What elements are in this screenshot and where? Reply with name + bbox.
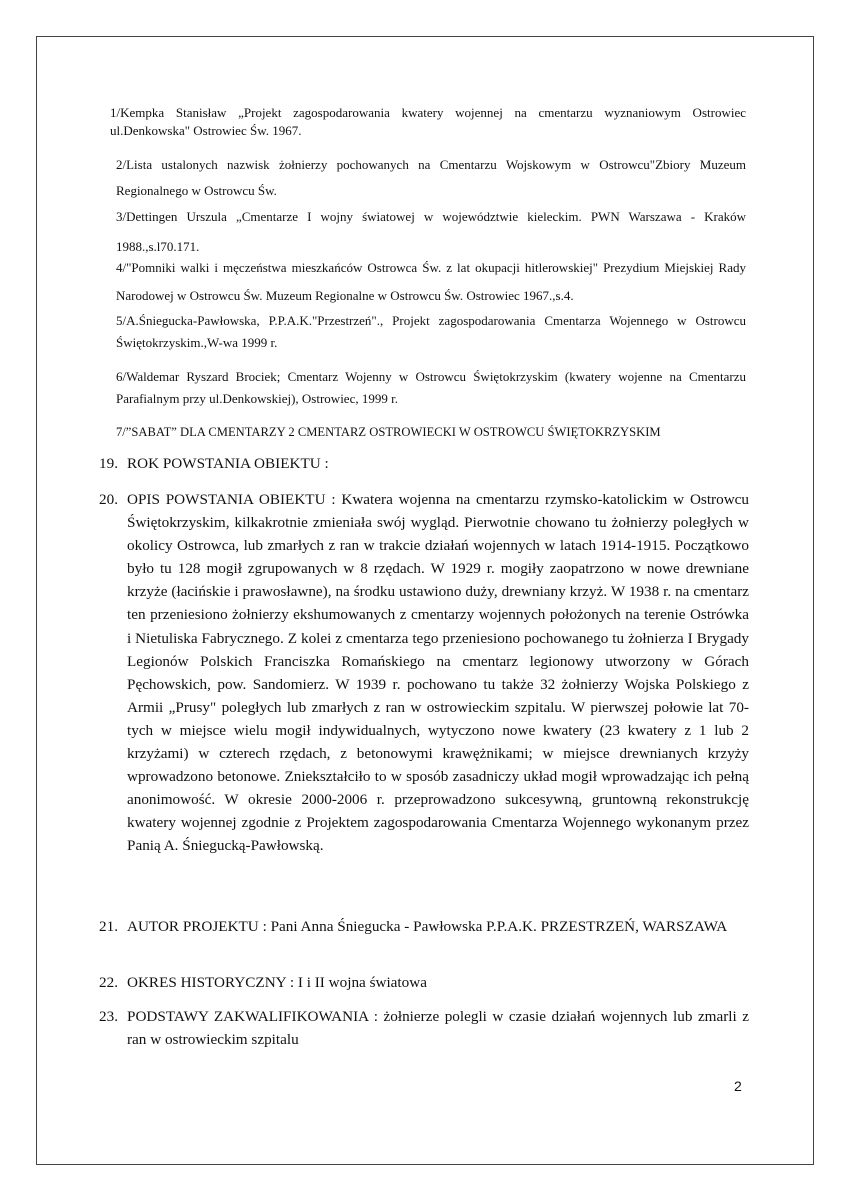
section-item	[99, 971, 749, 994]
section-text: PODSTAWY ZAKWALIFIKOWANIA : żołnierze polegli w czasie działań wojennych lub zmarli z ran w ostrowieckim szpitalu	[127, 1008, 749, 1048]
section-text: AUTOR PROJEKTU : Pani Anna Śniegucka - Pawłowska P.P.A.K. PRZESTRZEŃ, WARSZAWA	[127, 918, 728, 935]
section-number: 22.	[99, 974, 118, 991]
reference-item: 6/Waldemar Ryszard Brociek; Cmentarz Wojenny w Ostrowcu Świętokrzyskim (kwatery wojenne na Cmentarzu Parafialnym przy ul.Denkowskiej), Ostrowiec, 1999 r.	[116, 369, 746, 406]
reference-item: 4/"Pomniki walki i męczeństwa mieszkańców Ostrowca Św. z lat okupacji hitlerowskiej" Prezydium Miejskiej Rady Narodowej w Ostrowcu Św. Muzeum Regionalne w Ostrowcu Św. Ostrowiec 1967.,s.4.	[116, 260, 746, 303]
reference-item: 1/Kempka Stanisław „Projekt zagospodarowania kwatery wojennej na cmentarzu wyznaniowym Ostrowiec ul.Denkowska" Ostrowiec Św. 1967.	[110, 105, 746, 138]
section-number: 20.	[99, 491, 118, 508]
section-text: ROK POWSTANIA OBIEKTU :	[127, 455, 329, 472]
section-item	[99, 488, 749, 858]
reference-item: 3/Dettingen Urszula „Cmentarze I wojny światowej w województwie kieleckim. PWN Warszawa - Kraków 1988.,s.l70.171.	[116, 209, 746, 254]
section-number: 21.	[99, 918, 118, 935]
page-number: 2	[734, 1078, 742, 1094]
section-number: 23.	[99, 1008, 118, 1025]
reference-item: 7/”SABAT” DLA CMENTARZY 2 CMENTARZ OSTROWIECKI W OSTROWCU ŚWIĘTOKRZYSKIM	[116, 425, 661, 439]
section-text: OKRES HISTORYCZNY : I i II wojna światowa	[127, 974, 427, 991]
reference-item: 2/Lista ustalonych nazwisk żołnierzy pochowanych na Cmentarzu Wojskowym w Ostrowcu"Zbiory Muzeum Regionalnego w Ostrowcu Św.	[116, 157, 746, 198]
section-text: OPIS POWSTANIA OBIEKTU : Kwatera wojenna na cmentarzu rzymsko-katolickim w Ostrowcu Świętokrzyskim, kilkakrotnie zmieniała swój wygląd. Pierwotnie chowano tu żołnierzy poległych w okolicy Ostrowca, lub zmarłych z ran w trakcie działań wojennych w latach 1914-1915. Początkowo było tu 128 mogił zgrupowanych w 8 rzędach. W 1929 r. mogiły zaopatrzono w nowe drewniane krzyże (łacińskie i prawosławne), na środku ustawiono duży, drewniany krzyż. W 1938 r. na cmentarz ten przeniesiono żołnierzy ekshumowanych z cmentarzy wojennych położonych na terenie Ostrówka i Nietuliska Fabrycznego. Z kolei z cmentarza tego przeniesiono pochowanego tu żołnierza I Brygady Legionów Polskich Franciszka Romańskiego na cmentarz legionowy utworzony w Górach Pęchowskich, pow. Sandomierz. W 1939 r. pochowano tu także 32 żołnierzy Wojska Polskiego z Armii „Prusy" poległych lub zmarłych z ran w ostrowieckim szpitalu. W pierwszej połowie lat 70-tych w miejsce wielu mogił indywidualnych, wytyczono nowe kwatery (23 kwatery z 1 lub 2 krzyżami) w czterech rzędach, z betonowymi krawężnikami; w miejsce drewnianych krzyży wprowadzono betonowe. Zniekształciło to w sposób zasadniczy układ mogił wprowadzając ich pełną anonimowość. W okresie 2000-2006 r. przeprowadzono sukcesywną, gruntowną rekonstrukcję kwatery wojennej zgodnie z Projektem zagospodarowania Cmentarza Wojennego wykonanym przez Panią A. Śniegucką-Pawłowską.	[127, 491, 749, 855]
section-item	[99, 915, 749, 938]
reference-item: 5/A.Śniegucka-Pawłowska, P.P.A.K."Przestrzeń"., Projekt zagospodarowania Cmentarza Wojennego w Ostrowcu Świętokrzyskim.,W-wa 1999 r.	[116, 313, 746, 350]
section-item	[99, 1005, 749, 1051]
section-item	[99, 452, 749, 475]
section-number: 19.	[99, 455, 118, 472]
